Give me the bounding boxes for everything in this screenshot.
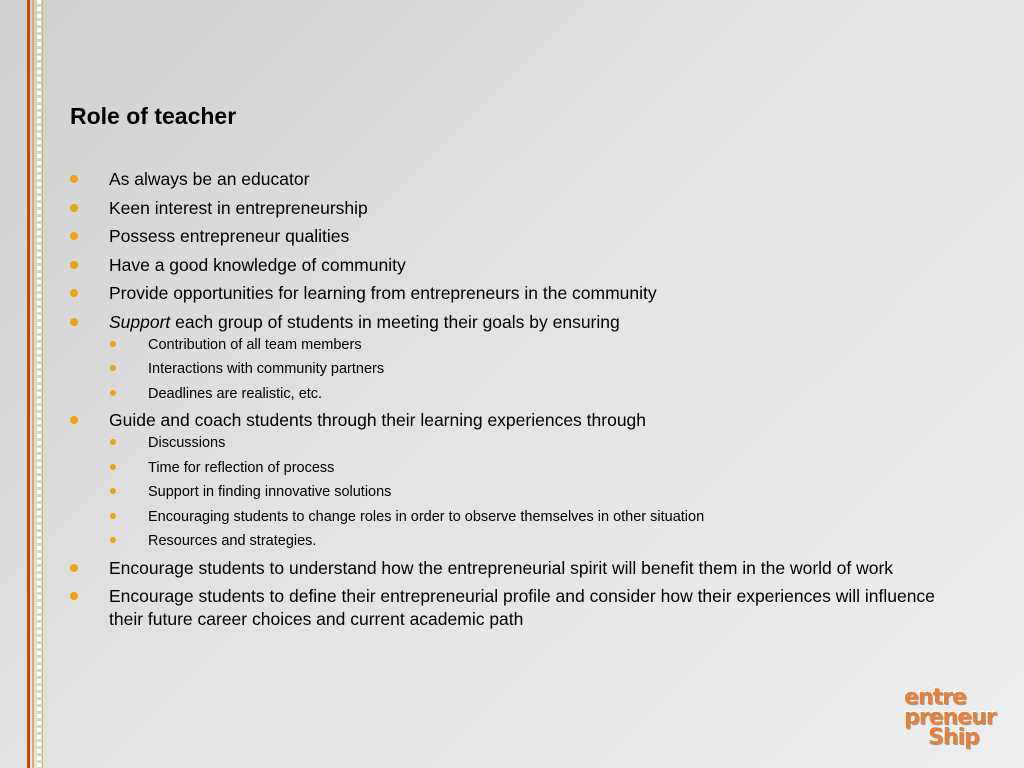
bullet-dot-icon: [70, 592, 78, 600]
entrepreneurship-logo: [904, 687, 1004, 753]
sub-bullet-item: [70, 483, 970, 501]
sub-bullet-text: Deadlines are realistic, etc.: [148, 385, 323, 402]
left-border-dotted-stripe: [37, 0, 41, 768]
bullet-item: [70, 409, 970, 432]
bullet-item: [70, 197, 970, 220]
bullet-dot-icon: [70, 318, 78, 326]
sub-bullet-text: Resources and strategies.: [148, 533, 317, 549]
sub-bullet-dot-icon: [110, 513, 116, 519]
bullet-item: [70, 282, 970, 305]
bullet-dot-icon: [70, 232, 78, 240]
sub-bullet-item: [70, 459, 970, 477]
bullet-text: Encourage students to define their entrepreneurial profile and consider how their experiences will influence their future career choices and current academic path: [109, 586, 935, 629]
sub-bullet-dot-icon: [110, 390, 116, 396]
sub-bullet-item: [70, 336, 970, 354]
sub-bullet-dot-icon: [110, 488, 116, 494]
bullet-dot-icon: [70, 564, 78, 572]
bullet-item: [70, 557, 970, 580]
bullet-list: [70, 168, 970, 637]
sub-bullet-text: Encouraging students to change roles in order to observe themselves in other situation: [148, 508, 705, 525]
left-border-red-stripe: [27, 0, 30, 768]
left-border-gold-stripe: [32, 0, 34, 768]
bullet-text: Keen interest in entrepreneurship: [109, 197, 368, 218]
bullet-text: As always be an educator: [109, 169, 310, 189]
bullet-text: Provide opportunities for learning from entrepreneurs in the community: [109, 283, 657, 303]
sub-bullet-item: [70, 508, 970, 526]
bullet-dot-icon: [70, 289, 78, 297]
sub-bullet-text: Interactions with community partners: [148, 361, 385, 377]
sub-bullet-text: Contribution of all team members: [148, 336, 362, 353]
bullet-emphasis: Support: [109, 311, 171, 332]
bullet-item: [70, 311, 970, 334]
bullet-dot-icon: [70, 175, 78, 183]
bullet-dot-icon: [70, 416, 78, 424]
bullet-dot-icon: [70, 204, 78, 212]
bullet-text: Have a good knowledge of community: [109, 254, 406, 275]
bullet-text: Guide and coach students through their learning experiences through: [109, 410, 647, 430]
left-border-thin-stripe: [42, 0, 43, 768]
sub-bullet-item: [70, 532, 970, 550]
bullet-item: [70, 168, 970, 191]
sub-bullet-dot-icon: [110, 537, 116, 543]
logo-line-3: Ship: [928, 725, 979, 750]
sub-bullet-dot-icon: [110, 439, 116, 445]
logo-line-2: preneur: [904, 705, 996, 730]
sub-bullet-text: Support in finding innovative solutions: [148, 484, 392, 500]
slide-title: Role of teacher: [70, 103, 237, 129]
logo-line-1: entre: [904, 685, 966, 710]
bullet-text: Encourage students to understand how the entrepreneurial spirit will benefit them in the world of work: [109, 557, 894, 578]
bullet-item: [70, 585, 970, 631]
sub-bullet-item: [70, 434, 970, 452]
bullet-text: each group of students in meeting their goals by ensuring: [170, 311, 620, 332]
bullet-text: Possess entrepreneur qualities: [109, 226, 350, 246]
bullet-item: [70, 225, 970, 248]
sub-bullet-item: [70, 385, 970, 403]
sub-bullet-dot-icon: [110, 464, 116, 470]
bullet-item: [70, 254, 970, 277]
sub-bullet-dot-icon: [110, 341, 116, 347]
sub-bullet-dot-icon: [110, 365, 116, 371]
sub-bullet-text: Time for reflection of process: [148, 459, 335, 476]
sub-bullet-item: [70, 360, 970, 378]
bullet-dot-icon: [70, 261, 78, 269]
sub-bullet-text: Discussions: [148, 435, 226, 451]
